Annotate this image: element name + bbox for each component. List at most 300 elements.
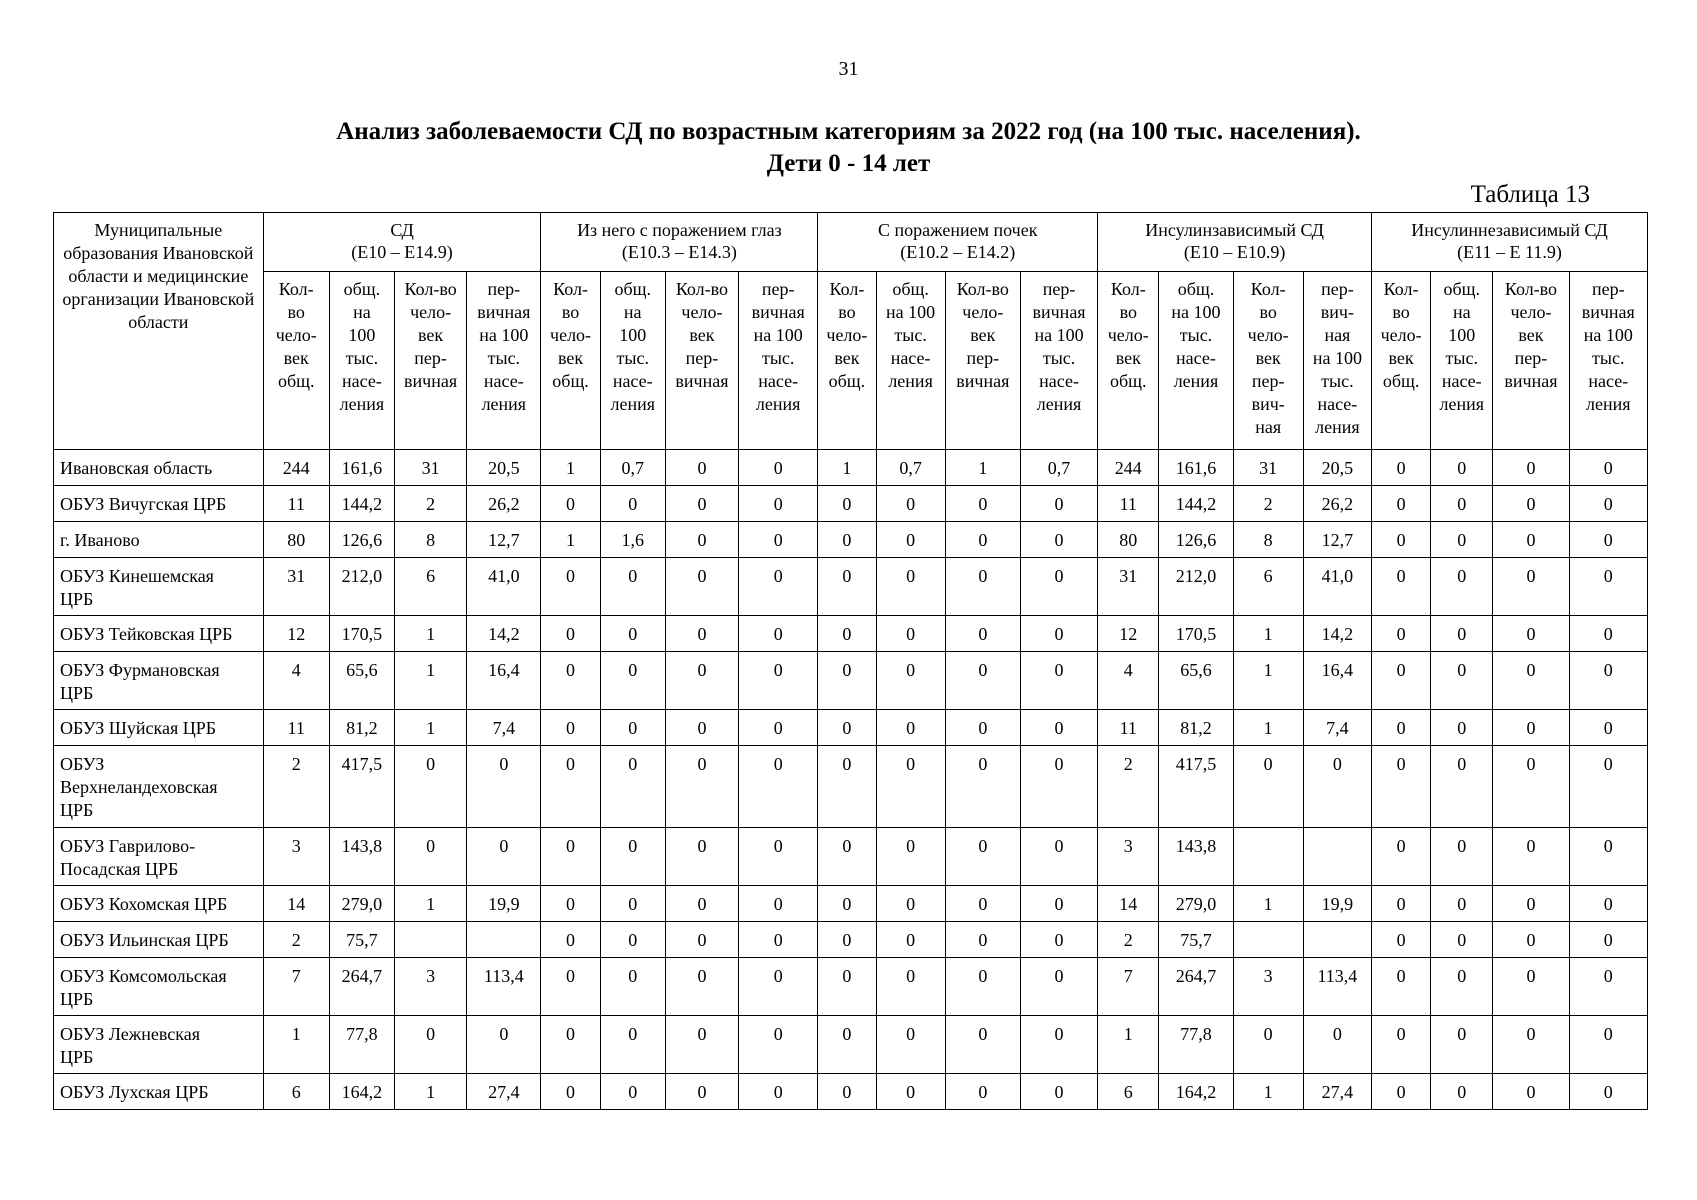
value-cell: 0 (1493, 746, 1569, 828)
value-cell: 0 (1303, 746, 1371, 828)
value-cell: 0 (1020, 746, 1097, 828)
table-header (54, 213, 1648, 450)
value-cell: 0 (600, 746, 665, 828)
value-cell: 0 (1493, 652, 1569, 710)
value-cell: 0 (600, 1074, 665, 1110)
value-cell: 31 (1233, 450, 1303, 486)
value-cell: 0 (739, 1016, 818, 1074)
value-cell: 0 (1372, 486, 1431, 522)
value-cell: 1 (1233, 652, 1303, 710)
value-cell: 1 (1233, 886, 1303, 922)
table-row (54, 958, 1648, 1016)
value-cell: 75,7 (329, 922, 394, 958)
value-cell: 0 (945, 1074, 1020, 1110)
value-cell: 2 (263, 746, 329, 828)
value-cell: 0 (1431, 922, 1493, 958)
value-cell: 0 (876, 828, 945, 886)
value-cell: 1 (395, 886, 467, 922)
value-cell: 0 (1020, 886, 1097, 922)
value-cell: 1 (1233, 616, 1303, 652)
group-header-row (54, 213, 1648, 272)
value-cell: 264,7 (329, 958, 394, 1016)
value-cell: 1,6 (600, 522, 665, 558)
value-cell: 0 (1569, 710, 1647, 746)
value-cell: 2 (1098, 746, 1159, 828)
value-cell: 20,5 (467, 450, 541, 486)
value-cell: 0 (467, 746, 541, 828)
value-cell (1303, 828, 1371, 886)
value-cell: 11 (1098, 710, 1159, 746)
value-cell: 0 (665, 922, 738, 958)
group-header-eyes (541, 213, 818, 272)
title-line-2: Дети 0 - 14 лет (766, 150, 931, 177)
value-cell: 0 (665, 1016, 738, 1074)
value-cell: 11 (263, 486, 329, 522)
value-cell: 0 (1372, 450, 1431, 486)
value-cell: 1 (395, 652, 467, 710)
value-cell: 417,5 (1159, 746, 1233, 828)
count-primary-header: Кол-во чело- век пер- вичная (945, 272, 1020, 450)
value-cell: 0 (1431, 652, 1493, 710)
morbidity-table (53, 212, 1648, 1110)
table-row (54, 1016, 1648, 1074)
value-cell: 0 (739, 616, 818, 652)
value-cell: 170,5 (329, 616, 394, 652)
value-cell: 0 (876, 710, 945, 746)
value-cell: 14 (263, 886, 329, 922)
table-row (54, 558, 1648, 616)
rate-total-header: общ. на 100 тыс. насе- ления (1159, 272, 1233, 450)
value-cell: 0 (600, 958, 665, 1016)
value-cell: 1 (263, 1016, 329, 1074)
value-cell: 0 (541, 1074, 600, 1110)
value-cell: 0 (1020, 616, 1097, 652)
value-cell: 0 (1372, 828, 1431, 886)
value-cell: 19,9 (467, 886, 541, 922)
value-cell: 0 (600, 616, 665, 652)
row-name-cell: ОБУЗ Фурмановская ЦРБ (54, 652, 264, 710)
value-cell: 0 (1569, 522, 1647, 558)
value-cell: 0 (818, 1016, 876, 1074)
table-row (54, 710, 1648, 746)
value-cell: 0 (665, 558, 738, 616)
table-row (54, 486, 1648, 522)
value-cell: 2 (1233, 486, 1303, 522)
group-code: (Е10.2 – Е14.2) (900, 242, 1016, 262)
value-cell: 80 (1098, 522, 1159, 558)
value-cell: 0 (600, 828, 665, 886)
value-cell: 0 (1372, 1016, 1431, 1074)
value-cell: 0 (739, 922, 818, 958)
value-cell: 0 (945, 558, 1020, 616)
value-cell: 0 (818, 652, 876, 710)
count-primary-header: Кол-во чело- век пер- вичная (665, 272, 738, 450)
table-row (54, 746, 1648, 828)
value-cell: 0 (1569, 828, 1647, 886)
value-cell: 0 (818, 828, 876, 886)
value-cell: 0 (1020, 522, 1097, 558)
value-cell: 0 (1372, 886, 1431, 922)
value-cell: 126,6 (329, 522, 394, 558)
value-cell: 0 (739, 886, 818, 922)
value-cell (1233, 922, 1303, 958)
value-cell: 0 (1431, 522, 1493, 558)
value-cell: 164,2 (1159, 1074, 1233, 1110)
value-cell: 164,2 (329, 1074, 394, 1110)
value-cell: 0 (665, 828, 738, 886)
table-row (54, 922, 1648, 958)
rate-primary-header: пер- вичная на 100 тыс. насе- ления (1020, 272, 1097, 450)
row-name-cell: ОБУЗ Лухская ЦРБ (54, 1074, 264, 1110)
value-cell: 0 (600, 710, 665, 746)
value-cell: 244 (263, 450, 329, 486)
count-primary-header: Кол- во чело- век пер- вич- ная (1233, 272, 1303, 450)
value-cell: 0 (1372, 746, 1431, 828)
value-cell (1303, 922, 1371, 958)
value-cell: 0 (818, 958, 876, 1016)
group-name: СД (390, 220, 414, 240)
value-cell: 0 (739, 558, 818, 616)
value-cell: 0 (665, 710, 738, 746)
value-cell: 0,7 (876, 450, 945, 486)
value-cell: 3 (395, 958, 467, 1016)
value-cell: 1 (541, 522, 600, 558)
value-cell: 3 (1233, 958, 1303, 1016)
value-cell: 16,4 (1303, 652, 1371, 710)
value-cell: 161,6 (1159, 450, 1233, 486)
value-cell: 144,2 (329, 486, 394, 522)
value-cell: 4 (1098, 652, 1159, 710)
value-cell: 11 (263, 710, 329, 746)
value-cell: 0 (1431, 486, 1493, 522)
value-cell: 0 (1020, 652, 1097, 710)
table-label: Таблица 13 (1470, 181, 1590, 208)
row-name-cell: ОБУЗ Кинешемская ЦРБ (54, 558, 264, 616)
group-name: Инсулинзависимый СД (1145, 220, 1324, 240)
value-cell: 0 (541, 922, 600, 958)
value-cell: 0 (1431, 1074, 1493, 1110)
value-cell: 0 (739, 522, 818, 558)
table-row (54, 652, 1648, 710)
value-cell: 7 (263, 958, 329, 1016)
value-cell: 0 (818, 710, 876, 746)
sub-header-row (54, 272, 1648, 450)
value-cell: 65,6 (329, 652, 394, 710)
group-header-kidneys (818, 213, 1098, 272)
value-cell: 0 (541, 1016, 600, 1074)
value-cell: 0 (1569, 450, 1647, 486)
value-cell: 0 (1372, 710, 1431, 746)
value-cell: 0 (665, 616, 738, 652)
value-cell: 14,2 (1303, 616, 1371, 652)
value-cell: 0 (600, 652, 665, 710)
value-cell: 0 (1020, 486, 1097, 522)
count-total-header: Кол- во чело- век общ. (1372, 272, 1431, 450)
value-cell: 19,9 (1303, 886, 1371, 922)
value-cell: 31 (263, 558, 329, 616)
value-cell: 0 (1233, 1016, 1303, 1074)
value-cell: 0 (1493, 450, 1569, 486)
value-cell: 0 (1569, 558, 1647, 616)
value-cell: 1 (395, 616, 467, 652)
value-cell: 77,8 (1159, 1016, 1233, 1074)
value-cell: 0 (876, 486, 945, 522)
rate-primary-header: пер- вичная на 100 тыс. насе- ления (739, 272, 818, 450)
value-cell: 0 (1372, 522, 1431, 558)
group-header-insulin-dependent (1098, 213, 1372, 272)
table-row (54, 450, 1648, 486)
value-cell: 7 (1098, 958, 1159, 1016)
value-cell: 6 (1233, 558, 1303, 616)
value-cell: 6 (263, 1074, 329, 1110)
value-cell: 26,2 (467, 486, 541, 522)
count-total-header: Кол- во чело- век общ. (541, 272, 600, 450)
value-cell: 0 (876, 616, 945, 652)
value-cell: 0 (1020, 922, 1097, 958)
value-cell: 0 (600, 886, 665, 922)
value-cell: 0 (1493, 886, 1569, 922)
value-cell: 0 (1569, 746, 1647, 828)
value-cell (1233, 828, 1303, 886)
value-cell: 0 (1431, 558, 1493, 616)
row-name-cell: ОБУЗ Кохомская ЦРБ (54, 886, 264, 922)
value-cell: 0,7 (1020, 450, 1097, 486)
value-cell: 279,0 (329, 886, 394, 922)
value-cell: 27,4 (467, 1074, 541, 1110)
rate-total-header: общ. на 100 тыс. насе- ления (1431, 272, 1493, 450)
value-cell: 0 (1431, 450, 1493, 486)
value-cell: 0 (876, 922, 945, 958)
value-cell: 8 (395, 522, 467, 558)
value-cell: 212,0 (329, 558, 394, 616)
value-cell: 8 (1233, 522, 1303, 558)
value-cell: 0 (467, 828, 541, 886)
value-cell: 0 (1493, 710, 1569, 746)
value-cell: 0 (600, 558, 665, 616)
value-cell: 143,8 (1159, 828, 1233, 886)
value-cell: 6 (395, 558, 467, 616)
value-cell: 0 (876, 746, 945, 828)
value-cell: 0 (739, 652, 818, 710)
value-cell: 0 (876, 1074, 945, 1110)
value-cell: 0 (541, 828, 600, 886)
value-cell: 2 (395, 486, 467, 522)
value-cell: 3 (263, 828, 329, 886)
row-name-cell: Ивановская область (54, 450, 264, 486)
value-cell: 264,7 (1159, 958, 1233, 1016)
value-cell: 0 (945, 886, 1020, 922)
value-cell: 170,5 (1159, 616, 1233, 652)
value-cell: 0 (945, 746, 1020, 828)
value-cell: 0 (818, 1074, 876, 1110)
value-cell: 0 (665, 450, 738, 486)
row-name-cell: ОБУЗ Лежневская ЦРБ (54, 1016, 264, 1074)
value-cell: 0 (395, 746, 467, 828)
group-code: (Е10 – Е10.9) (1183, 242, 1286, 262)
value-cell: 0 (739, 710, 818, 746)
value-cell: 0 (1431, 958, 1493, 1016)
municipal-column-header: Муниципальные образования Ивановской области и медицинские организации Ивановской области (54, 213, 264, 450)
value-cell: 0 (1493, 828, 1569, 886)
value-cell: 31 (1098, 558, 1159, 616)
rate-primary-header: пер- вичная на 100 тыс. насе- ления (1569, 272, 1647, 450)
value-cell: 0 (739, 746, 818, 828)
value-cell: 0 (1020, 710, 1097, 746)
value-cell: 0 (1493, 522, 1569, 558)
value-cell: 143,8 (329, 828, 394, 886)
group-code: (Е11 – Е 11.9) (1457, 242, 1562, 262)
count-total-header: Кол- во чело- век общ. (263, 272, 329, 450)
value-cell: 0 (665, 886, 738, 922)
value-cell: 0 (739, 958, 818, 1016)
value-cell: 0 (1569, 922, 1647, 958)
value-cell: 0 (600, 486, 665, 522)
value-cell: 0 (1020, 828, 1097, 886)
value-cell: 1 (1233, 1074, 1303, 1110)
table-row (54, 886, 1648, 922)
value-cell: 14,2 (467, 616, 541, 652)
value-cell: 0 (876, 522, 945, 558)
value-cell: 12 (1098, 616, 1159, 652)
value-cell: 126,6 (1159, 522, 1233, 558)
value-cell: 0 (1431, 828, 1493, 886)
value-cell: 0 (541, 616, 600, 652)
value-cell: 0 (1431, 746, 1493, 828)
row-name-cell: ОБУЗ Ильинская ЦРБ (54, 922, 264, 958)
value-cell: 0 (1372, 616, 1431, 652)
value-cell: 0 (1493, 616, 1569, 652)
value-cell: 0 (1493, 922, 1569, 958)
value-cell: 279,0 (1159, 886, 1233, 922)
value-cell: 0 (541, 558, 600, 616)
value-cell: 1 (945, 450, 1020, 486)
value-cell: 0 (1569, 486, 1647, 522)
value-cell: 0 (1372, 652, 1431, 710)
value-cell: 0 (945, 486, 1020, 522)
value-cell: 0 (1493, 558, 1569, 616)
table-row (54, 522, 1648, 558)
value-cell: 0,7 (600, 450, 665, 486)
value-cell: 65,6 (1159, 652, 1233, 710)
value-cell: 0 (541, 958, 600, 1016)
value-cell: 0 (739, 450, 818, 486)
group-header-insulin-independent (1372, 213, 1648, 272)
rate-total-header: общ. на 100 тыс. насе- ления (600, 272, 665, 450)
value-cell: 0 (541, 486, 600, 522)
value-cell: 0 (541, 886, 600, 922)
value-cell: 7,4 (467, 710, 541, 746)
value-cell: 2 (1098, 922, 1159, 958)
value-cell: 0 (818, 886, 876, 922)
rate-primary-header: пер- вичная на 100 тыс. насе- ления (467, 272, 541, 450)
group-name: Из него с поражением глаз (577, 220, 782, 240)
value-cell: 1 (1233, 710, 1303, 746)
value-cell: 0 (1020, 558, 1097, 616)
value-cell: 12 (263, 616, 329, 652)
value-cell: 0 (1569, 1016, 1647, 1074)
value-cell: 1 (541, 450, 600, 486)
value-cell: 41,0 (467, 558, 541, 616)
value-cell: 4 (263, 652, 329, 710)
value-cell: 0 (541, 746, 600, 828)
value-cell: 0 (665, 1074, 738, 1110)
row-name-cell: ОБУЗ Верхнеландеховская ЦРБ (54, 746, 264, 828)
count-primary-header: Кол-во чело- век пер- вичная (1493, 272, 1569, 450)
title-line-1: Анализ заболеваемости СД по возрастным категориям за 2022 год (на 100 тыс. населения). (336, 118, 1361, 145)
value-cell: 3 (1098, 828, 1159, 886)
value-cell: 0 (876, 652, 945, 710)
value-cell: 0 (541, 652, 600, 710)
value-cell: 0 (818, 616, 876, 652)
value-cell: 0 (876, 1016, 945, 1074)
value-cell: 0 (665, 958, 738, 1016)
value-cell: 0 (467, 1016, 541, 1074)
row-name-cell: г. Иваново (54, 522, 264, 558)
page-number: 31 (838, 58, 859, 80)
value-cell: 77,8 (329, 1016, 394, 1074)
value-cell: 0 (665, 746, 738, 828)
value-cell: 1 (395, 710, 467, 746)
value-cell: 0 (1020, 1016, 1097, 1074)
group-code: (Е10.3 – Е14.3) (621, 242, 737, 262)
value-cell: 0 (876, 886, 945, 922)
value-cell: 26,2 (1303, 486, 1371, 522)
value-cell: 212,0 (1159, 558, 1233, 616)
value-cell: 161,6 (329, 450, 394, 486)
value-cell: 81,2 (329, 710, 394, 746)
value-cell: 41,0 (1303, 558, 1371, 616)
row-name-cell: ОБУЗ Тейковская ЦРБ (54, 616, 264, 652)
value-cell: 0 (1233, 746, 1303, 828)
table-row (54, 828, 1648, 886)
count-total-header: Кол- во чело- век общ. (1098, 272, 1159, 450)
value-cell: 0 (876, 558, 945, 616)
group-code: (Е10 – Е14.9) (351, 242, 453, 262)
value-cell: 0 (541, 710, 600, 746)
value-cell: 0 (1372, 558, 1431, 616)
value-cell: 0 (1493, 1074, 1569, 1110)
group-header-sd (263, 213, 541, 272)
value-cell: 27,4 (1303, 1074, 1371, 1110)
value-cell: 12,7 (1303, 522, 1371, 558)
value-cell: 11 (1098, 486, 1159, 522)
value-cell: 0 (818, 922, 876, 958)
value-cell: 80 (263, 522, 329, 558)
value-cell: 0 (1569, 958, 1647, 1016)
value-cell (395, 922, 467, 958)
row-name-cell: ОБУЗ Комсомольская ЦРБ (54, 958, 264, 1016)
value-cell: 0 (1493, 1016, 1569, 1074)
value-cell: 0 (818, 486, 876, 522)
value-cell: 0 (818, 558, 876, 616)
value-cell: 0 (945, 652, 1020, 710)
value-cell: 0 (1431, 710, 1493, 746)
value-cell: 81,2 (1159, 710, 1233, 746)
group-name: Инсулиннезависимый СД (1411, 220, 1608, 240)
value-cell: 0 (818, 522, 876, 558)
value-cell: 12,7 (467, 522, 541, 558)
value-cell: 1 (395, 1074, 467, 1110)
value-cell: 113,4 (467, 958, 541, 1016)
value-cell: 0 (1569, 652, 1647, 710)
value-cell: 1 (818, 450, 876, 486)
value-cell: 1 (1098, 1016, 1159, 1074)
value-cell: 0 (1431, 616, 1493, 652)
value-cell: 0 (1569, 1074, 1647, 1110)
rate-total-header: общ. на 100 тыс. насе- ления (329, 272, 394, 450)
document-title (0, 116, 1697, 180)
value-cell: 0 (1020, 1074, 1097, 1110)
